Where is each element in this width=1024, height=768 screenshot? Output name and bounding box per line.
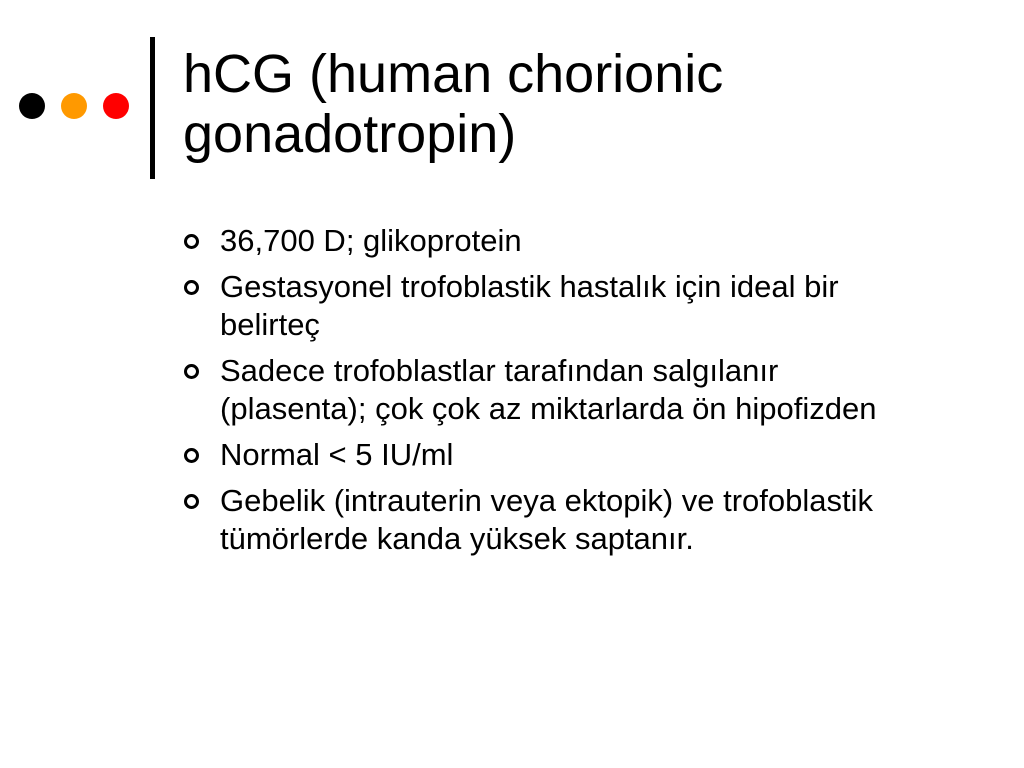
bullet-text: 36,700 D; glikoprotein (220, 223, 522, 258)
bullet-text: Gebelik (intrauterin veya ektopik) ve trofoblastik tümörlerde kanda yüksek saptanır. (220, 483, 874, 556)
bullet-text: Gestasyonel trofoblastik hastalık için ideal bir belirteç (220, 269, 839, 342)
bullet-list (183, 222, 923, 566)
slide-title: hCG (human chorionic gonadotropin) (183, 44, 724, 164)
bullet-item (183, 436, 923, 474)
bullet-circle-icon (184, 364, 199, 379)
bullet-circle-icon (184, 448, 199, 463)
bullet-circle-icon (184, 280, 199, 295)
bullet-text: Normal < 5 IU/ml (220, 437, 454, 472)
bullet-item (183, 222, 923, 260)
bullet-item (183, 482, 923, 558)
bullet-circle-icon (184, 494, 199, 509)
red-dot-icon (103, 93, 129, 119)
bullet-text: Sadece trofoblastlar tarafından salgılanır (plasenta); çok çok az miktarlarda ön hipofizden (220, 353, 877, 426)
decorative-dots (19, 93, 131, 121)
bullet-item (183, 268, 923, 344)
bullet-circle-icon (184, 234, 199, 249)
orange-dot-icon (61, 93, 87, 119)
bullet-item (183, 352, 923, 428)
title-divider-bar (150, 37, 155, 179)
black-dot-icon (19, 93, 45, 119)
